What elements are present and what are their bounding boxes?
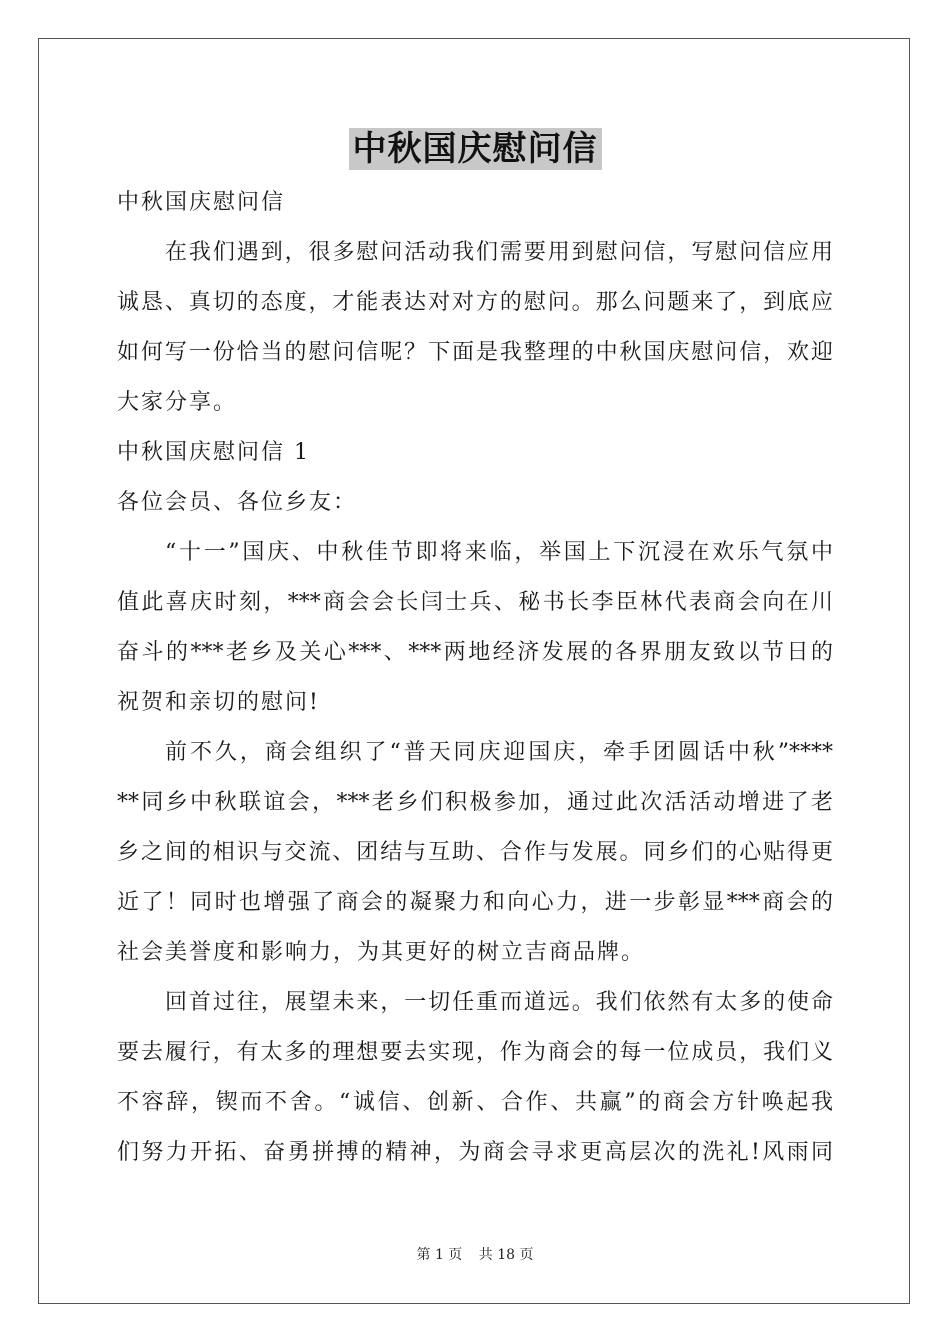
paragraph-line: 如何写一份恰当的慰问信呢？下面是我整理的中秋国庆慰问信，欢迎 xyxy=(117,340,833,365)
paragraph-line: 奋斗的***老乡及关心***、***两地经济发展的各界朋友致以节日的 xyxy=(117,640,833,665)
document-title: 中秋国庆慰问信 xyxy=(349,128,602,170)
paragraph-line: 大家分享。 xyxy=(117,390,238,415)
paragraph-line: 乡之间的相识与交流、团结与互助、合作与发展。同乡们的心贴得更 xyxy=(117,840,833,865)
paragraph-line: 值此喜庆时刻，***商会会长闫士兵、秘书长李臣林代表商会向在川 xyxy=(117,590,833,615)
paragraph-line: 们努力开拓、奋勇拼搏的精神，为商会寻求更高层次的洗礼!风雨同 xyxy=(117,1140,833,1165)
subtitle-line: 中秋国庆慰问信 xyxy=(117,190,286,215)
paragraph-line: “十一”国庆、中秋佳节即将来临，举国上下沉浸在欢乐气氛中 xyxy=(165,540,833,565)
title-container xyxy=(0,128,950,170)
paragraph-line: 近了！同时也增强了商会的凝聚力和向心力，进一步彰显***商会的 xyxy=(117,890,833,915)
paragraph-line: 在我们遇到，很多慰问活动我们需要用到慰问信，写慰问信应用 xyxy=(165,240,833,265)
paragraph-line: 社会美誉度和影响力，为其更好的树立吉商品牌。 xyxy=(117,940,646,965)
page-footer xyxy=(0,1246,950,1264)
paragraph-line: 不容辞，锲而不舍。“诚信、创新、合作、共赢”的商会方针唤起我 xyxy=(117,1090,833,1115)
section-heading: 中秋国庆慰问信 1 xyxy=(117,440,310,465)
paragraph-line: 前不久，商会组织了“普天同庆迎国庆，牵手团圆话中秋”**** xyxy=(165,740,833,765)
paragraph-line: **同乡中秋联谊会，***老乡们积极参加，通过此次活活动增进了老 xyxy=(117,790,833,815)
salutation-line: 各位会员、各位乡友： xyxy=(117,490,358,515)
paragraph-line: 要去履行，有太多的理想要去实现，作为商会的每一位成员，我们义 xyxy=(117,1040,833,1065)
paragraph-line: 回首过往，展望未来，一切任重而道远。我们依然有太多的使命 xyxy=(165,990,833,1015)
paragraph-line: 祝贺和亲切的慰问! xyxy=(117,690,320,715)
paragraph-line: 诚恳、真切的态度，才能表达对对方的慰问。那么问题来了，到底应 xyxy=(117,290,833,315)
document-body xyxy=(117,178,833,1178)
page-total: 共 18 页 xyxy=(478,1247,534,1263)
page-number: 第 1 页 xyxy=(416,1247,463,1263)
